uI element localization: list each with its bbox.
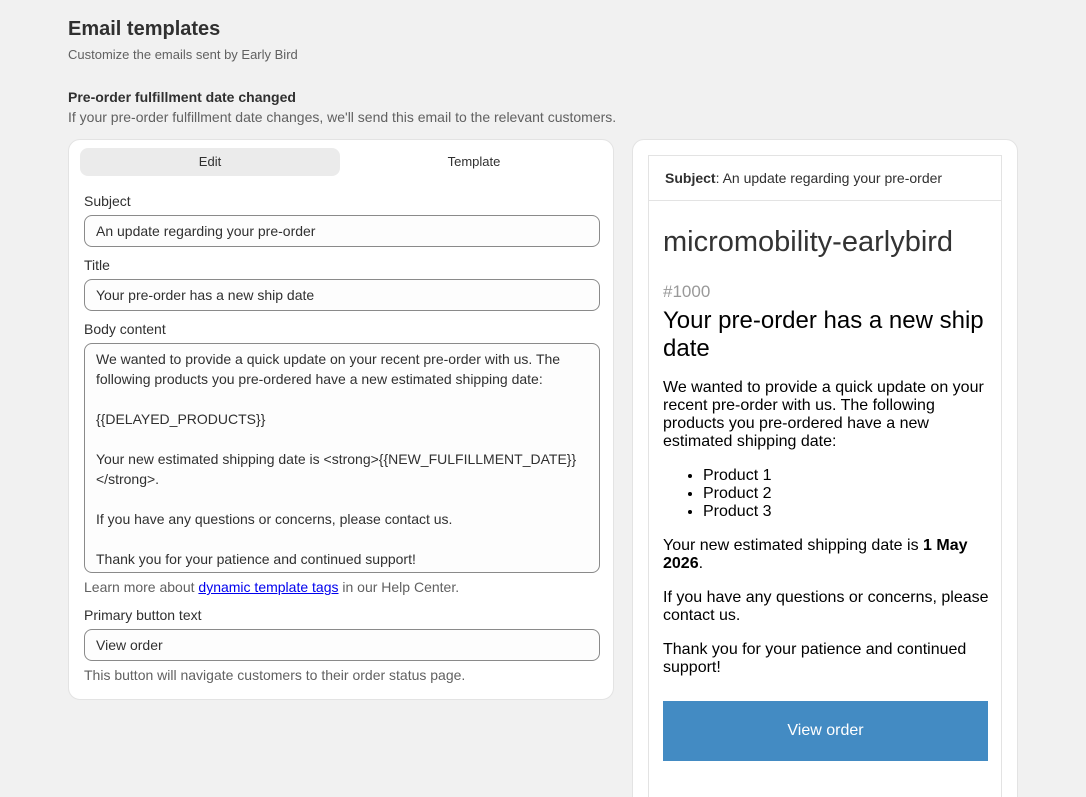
help-prefix: Learn more about (84, 579, 199, 595)
shop-name: micromobility-earlybird (663, 226, 954, 258)
order-number: #1000 (663, 282, 711, 301)
primary-button-text-input[interactable]: View order (84, 629, 600, 661)
list-item: • Product 1 (703, 467, 989, 485)
email-contact: If you have any questions or concerns, please contact us. (663, 589, 989, 624)
email-intro: We wanted to provide a quick update on your recent pre-order with us. The following products you pre-ordered have a new estimated shipping date: (663, 379, 984, 450)
title-input[interactable]: Your pre-order has a new ship date (84, 279, 600, 311)
shipping-date-value: 1 May 2026 (663, 537, 968, 572)
shipping-date-prefix: Your new estimated shipping date is (663, 537, 924, 554)
email-preview (648, 155, 1002, 797)
primary-button-help: This button will navigate customers to their order status page. (84, 667, 466, 683)
subject-input[interactable]: An update regarding your pre-order (84, 215, 600, 247)
tab-edit[interactable]: Edit (80, 148, 340, 176)
list-item: • Product 2 (703, 485, 989, 503)
subject-label: Subject (84, 193, 131, 209)
body-content-textarea[interactable]: We wanted to provide a quick update on your recent pre-order with us. The following products you pre-ordered have a new estimated shipping date: {{DELAYED_PRODUCTS}} Your new estimated shipping date is <strong>{{NEW_FULFILLMENT_DATE}}</strong>. If you have any questions or concerns, please contact us. Thank you for your patience and continued support! (84, 343, 600, 573)
primary-button-text-label: Primary button text (84, 607, 202, 623)
shipping-date-suffix: . (698, 555, 704, 572)
email-title: Your pre-order has a new ship date (663, 307, 984, 362)
product-list (663, 467, 989, 521)
help-suffix: in our Help Center. (338, 579, 460, 595)
page-title: Email templates (68, 18, 221, 40)
preview-subject-label: Subject (665, 170, 716, 186)
preview-card (632, 139, 1018, 797)
preview-subject-line (649, 156, 1001, 201)
email-thanks: Thank you for your patience and continued support! (663, 641, 967, 676)
tab-template[interactable]: Template (447, 154, 501, 169)
preview-subject-value: : An update regarding your pre-order (715, 170, 943, 186)
editor-card (68, 139, 614, 700)
section-title: Pre-order fulfillment date changed (68, 89, 296, 105)
section-description: If your pre-order fulfillment date changes, we'll send this email to the relevant customers. (68, 109, 617, 125)
page-subtitle: Customize the emails sent by Early Bird (68, 47, 298, 62)
view-order-button[interactable]: View order (663, 701, 988, 761)
shipping-date-line (663, 537, 989, 573)
dynamic-template-tags-link[interactable]: dynamic template tags (198, 579, 339, 595)
email-body (663, 379, 989, 693)
body-content-label: Body content (84, 321, 166, 337)
editor-tabs (80, 148, 604, 176)
list-item: • Product 3 (703, 503, 989, 521)
title-label: Title (84, 257, 110, 273)
template-tags-help (84, 579, 459, 595)
